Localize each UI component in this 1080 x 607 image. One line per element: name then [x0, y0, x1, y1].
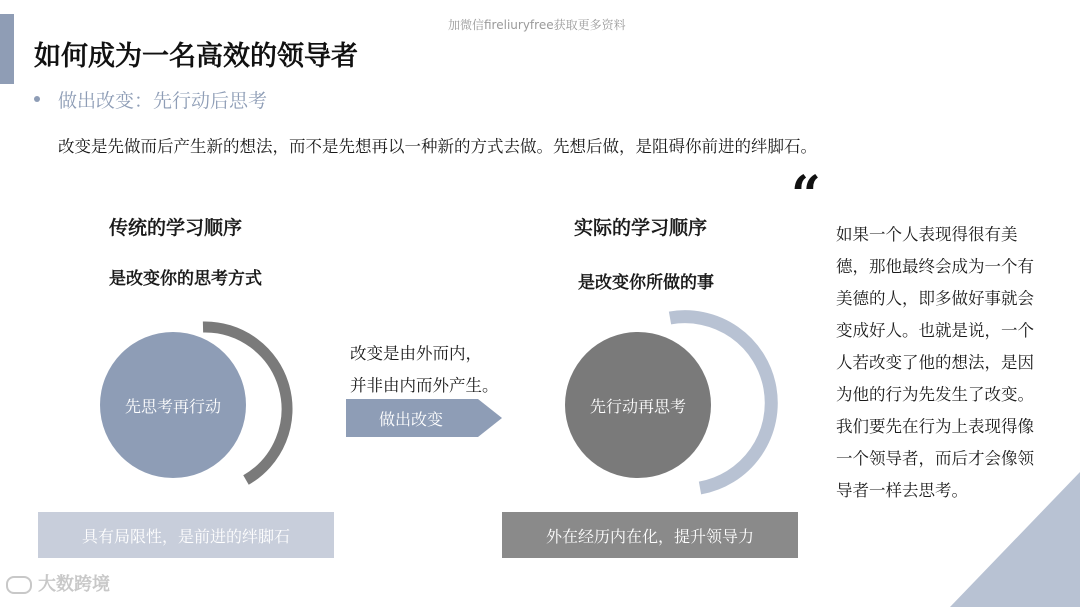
middle-text-line1: 改变是由外而内， [350, 344, 482, 363]
lead-paragraph: 改变是先做而后产生新的想法，而不是先想再以一种新的方式去做。先想后做，是阻碍你前进的绊脚石。 [58, 137, 817, 156]
page-title: 如何成为一名高效的领导者 [34, 41, 358, 72]
left-subheading: 是改变你的思考方式 [109, 269, 262, 289]
left-heading: 传统的学习顺序 [109, 217, 243, 239]
right-circle [565, 332, 711, 478]
right-subheading: 是改变你所做的事 [578, 273, 714, 293]
brand-name: 大数跨境 [38, 574, 110, 595]
corner-triangle-decoration [950, 472, 1080, 607]
watermark-text: 加微信fireliuryfree获取更多资料 [448, 18, 626, 32]
right-circle-label: 先行动再思考 [589, 396, 686, 416]
arrow-label: 做出改变 [378, 409, 443, 429]
left-result-box: 具有局限性，是前进的绊脚石 [38, 512, 334, 558]
quote-text: 如果一个人表现得很有美德，那他最终会成为一个有美德的人，即多做好事就会变成好人。也就是说，一个人若改变了他的想法，是因为他的行为先发生了改变。我们要先在行为上表现得像一个领导者，而后才会像领导者一样去思考。 [836, 225, 1034, 500]
brand-logo [6, 570, 110, 596]
right-heading: 实际的学习顺序 [574, 217, 708, 239]
brand-chat-icon [6, 576, 32, 594]
subtitle-text: 做出改变：先行动后思考 [58, 90, 268, 112]
quote-mark-icon: “ [791, 165, 821, 226]
right-result-box: 外在经历内在化，提升领导力 [502, 512, 798, 558]
middle-text-line2: 并非由内而外产生。 [350, 376, 499, 395]
left-circle-label: 先思考再行动 [124, 396, 221, 416]
